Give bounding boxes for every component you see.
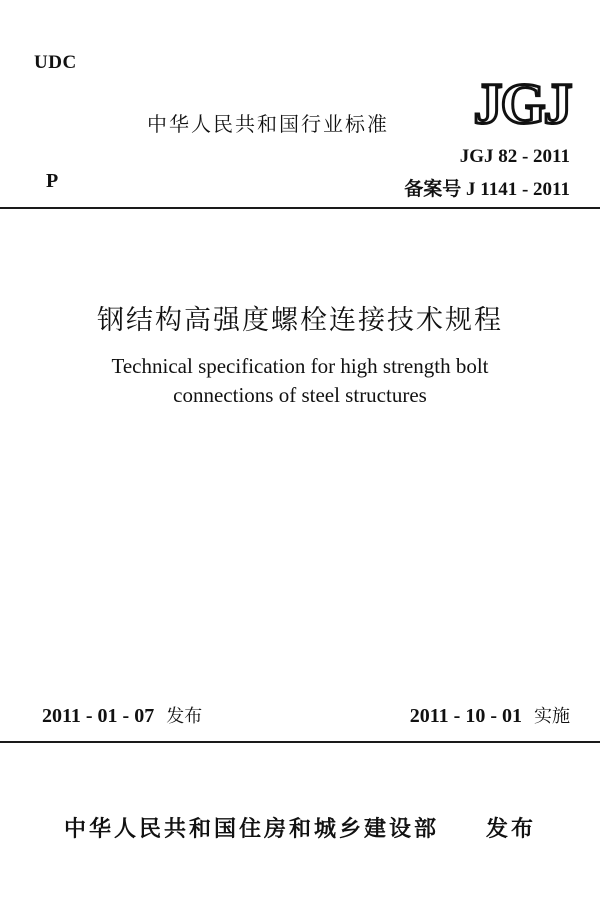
title-english-line1: Technical specification for high strength bolt <box>111 354 489 378</box>
title-english-line2: connections of steel structures <box>173 383 427 407</box>
standard-code: JGJ 82 - 2011 <box>459 146 570 167</box>
title-english <box>0 352 600 410</box>
issue-date: 2011 - 01 - 07 <box>42 705 155 727</box>
bottom-divider <box>0 741 600 743</box>
implement-date-block <box>410 702 570 728</box>
publisher-name: 中华人民共和国住房和城乡建设部 <box>64 817 440 842</box>
publish-label: 发布 <box>486 817 537 842</box>
implement-label: 实施 <box>534 706 570 727</box>
industry-standard-label: 中华人民共和国行业标准 <box>147 112 389 136</box>
udc-label: UDC <box>34 52 77 73</box>
issue-date-block <box>42 702 202 728</box>
implement-date: 2011 - 10 - 01 <box>409 705 522 727</box>
record-number: 备案号 J 1141 - 2011 <box>404 179 570 200</box>
top-divider <box>0 207 600 209</box>
title-chinese: 钢结构高强度螺栓连接技术规程 <box>97 305 503 336</box>
classification-code: P <box>46 170 59 192</box>
jgj-logo <box>462 72 582 132</box>
logo-lettering: JGJ <box>473 72 571 132</box>
issue-label: 发布 <box>166 706 203 727</box>
